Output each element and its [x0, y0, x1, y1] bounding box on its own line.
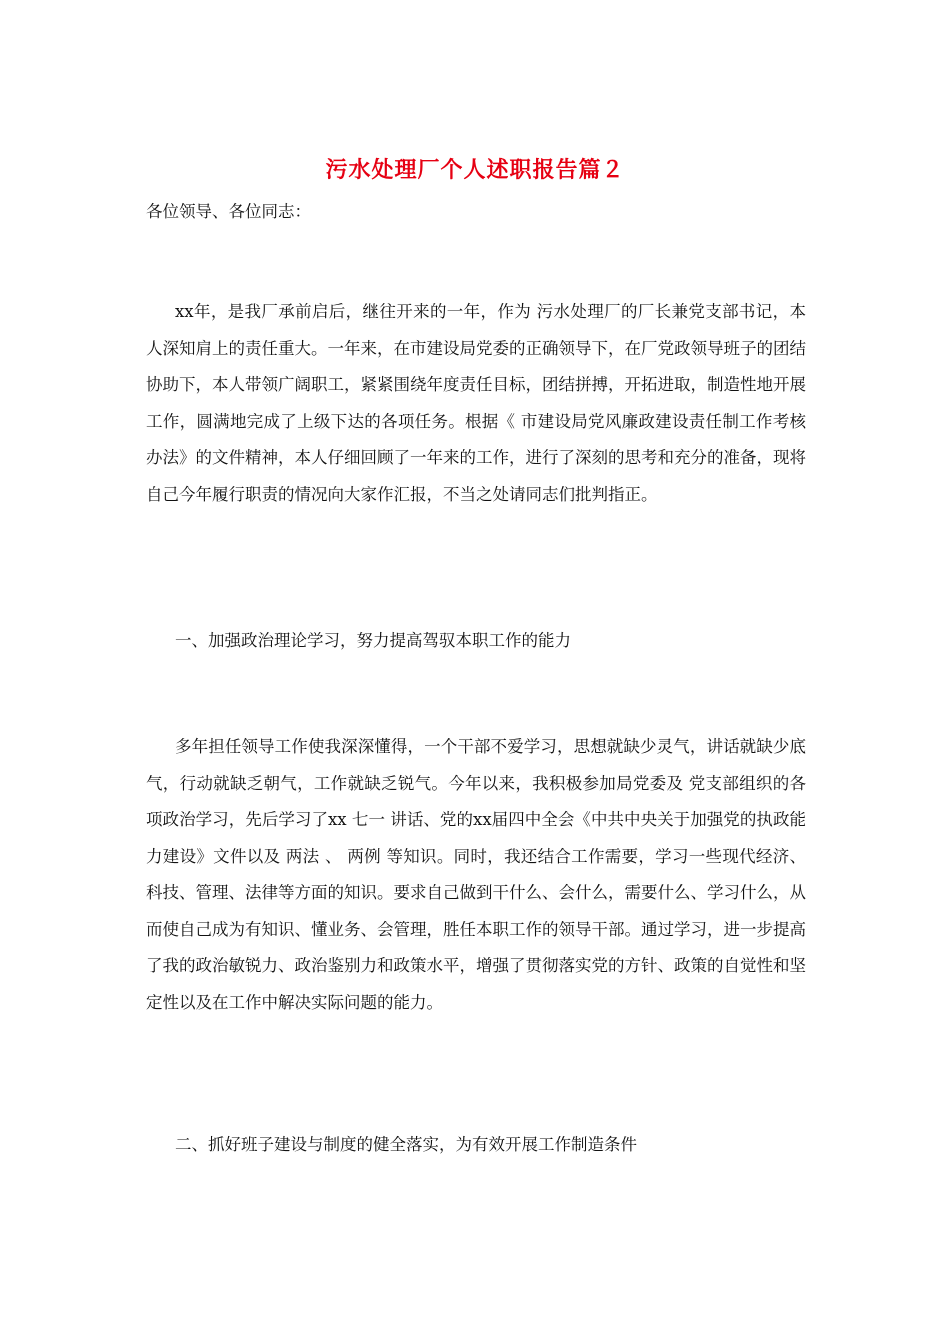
section-heading-1: 一、加强政治理论学习，努力提高驾驭本职工作的能力: [175, 631, 571, 650]
paragraph-study: 多年担任领导工作使我深深懂得，一个干部不爱学习，思想就缺少灵气，讲话就缺少底气，行动就缺乏朝气，工作就缺乏锐气。今年以来，我积极参加局党委及 党支部组织的各项政治学习，先后学习了xx 七一 讲话、党的xx届四中全会《中共中央关于加强党的执政能力建设》文件以及 两法 、 两例 等知识。同时，我还结合工作需要，学习一些现代经济、科技、管理、法律等方面的知识。要求自己做到干什么、会什么，需要什么、学习什么，从而使自己成为有知识、懂业务、会管理，胜任本职工作的领导干部。通过学习，进一步提高了我的政治敏锐力、政治鉴别力和政策水平，增强了贯彻落实党的方针、政策的自觉性和坚定性以及在工作中解决实际问题的能力。: [146, 737, 806, 1012]
section-heading-2: 二、抓好班子建设与制度的健全落实，为有效开展工作制造条件: [175, 1135, 637, 1154]
paragraph-intro: xx年，是我厂承前启后，继往开来的一年，作为 污水处理厂的厂长兼党支部书记，本人深知肩上的责任重大。一年来，在市建设局党委的正确领导下，在厂党政领导班子的团结协助下，本人带领广阔职工，紧紧围绕年度责任目标，团结拼搏，开拓进取，制造性地开展工作，圆满地完成了上级下达的各项任务。根据《 市建设局党风廉政建设责任制工作考核办法》的文件精神，本人仔细回顾了一年来的工作，进行了深刻的思考和充分的准备，现将自己今年履行职责的情况向大家作汇报，不当之处请同志们批判指正。: [146, 302, 806, 504]
document-title: 污水处理厂个人述职报告篇２: [325, 157, 625, 183]
salutation: 各位领导、各位同志：: [146, 202, 311, 221]
